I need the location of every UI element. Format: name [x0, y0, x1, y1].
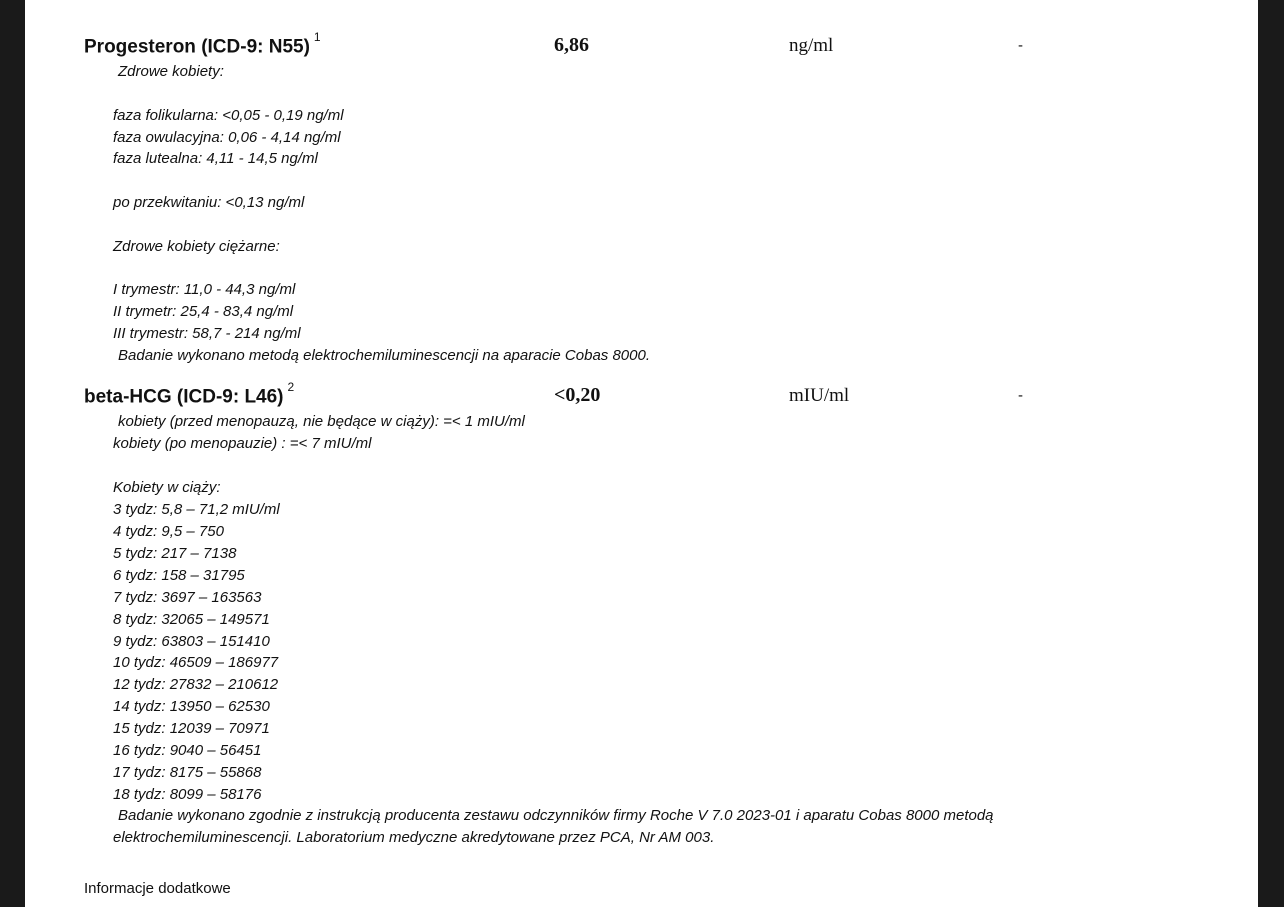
reference-line: III trymestr: 58,7 - 214 ng/ml [113, 325, 301, 342]
week-range: 15 tydz: 12039 – 70971 [113, 720, 270, 737]
week-range: 3 tydz: 5,8 – 71,2 mIU/ml [113, 501, 280, 518]
reference-line: II trymetr: 25,4 - 83,4 ng/ml [113, 303, 294, 320]
week-range: 6 tydz: 158 – 31795 [113, 567, 245, 584]
result-unit: ng/ml [789, 35, 834, 56]
test-name-beta-hcg: beta-HCG (ICD-9: L46) $^2$ [84, 380, 295, 408]
reference-line: kobiety (przed menopauzą, nie będące w ciąży): =< 1 mIU/ml [118, 413, 525, 430]
test-name-progesteron: Progesteron (ICD-9: N55) $^1$ [84, 30, 321, 58]
result-value: <0,20 [554, 384, 601, 406]
reference-line: faza folikularna: <0,05 - 0,19 ng/ml [113, 107, 344, 124]
reference-line: faza owulacyjna: 0,06 - 4,14 ng/ml [113, 129, 341, 146]
pregnancy-header: Kobiety w ciąży: [113, 479, 221, 496]
week-range: 12 tydz: 27832 – 210612 [113, 676, 279, 693]
footnote-marker: 1 [313, 30, 321, 44]
week-range: 10 tydz: 46509 – 186977 [113, 654, 279, 671]
result-value: 6,86 [554, 34, 589, 56]
method-note: elektrochemiluminescencji. Laboratorium medyczne akredytowane przez PCA, Nr AM 003. [113, 829, 715, 846]
result-flag: - [1018, 37, 1023, 54]
reference-line: Zdrowe kobiety ciężarne: [113, 238, 280, 255]
week-range: 14 tydz: 13950 – 62530 [113, 698, 270, 715]
reference-line: po przekwitaniu: <0,13 ng/ml [113, 194, 305, 211]
additional-info-heading: Informacje dodatkowe [84, 880, 231, 897]
reference-line: faza lutealna: 4,11 - 14,5 ng/ml [113, 150, 318, 167]
week-range: 5 tydz: 217 – 7138 [113, 545, 237, 562]
week-range: 17 tydz: 8175 – 55868 [113, 764, 262, 781]
week-range: 8 tydz: 32065 – 149571 [113, 611, 270, 628]
week-range: 7 tydz: 3697 – 163563 [113, 589, 262, 606]
result-unit: mIU/ml [789, 385, 850, 406]
method-note: Badanie wykonano zgodnie z instrukcją producenta zestawu odczynników firmy Roche V 7.0 2023-01 i aparatu Cobas 8000 metodą [118, 807, 994, 824]
week-range: 16 tydz: 9040 – 56451 [113, 742, 262, 759]
reference-intro: Zdrowe kobiety: [118, 63, 224, 80]
week-range: 4 tydz: 9,5 – 750 [113, 523, 224, 540]
reference-line: I trymestr: 11,0 - 44,3 ng/ml [113, 281, 296, 298]
reference-line: kobiety (po menopauzie) : =< 7 mIU/ml [113, 435, 372, 452]
method-note: Badanie wykonano metodą elektrochemiluminescencji na aparacie Cobas 8000. [118, 347, 650, 364]
footnote-marker: 2 [287, 380, 295, 394]
week-range: 18 tydz: 8099 – 58176 [113, 786, 262, 803]
result-flag: - [1018, 387, 1023, 404]
week-range: 9 tydz: 63803 – 151410 [113, 633, 270, 650]
